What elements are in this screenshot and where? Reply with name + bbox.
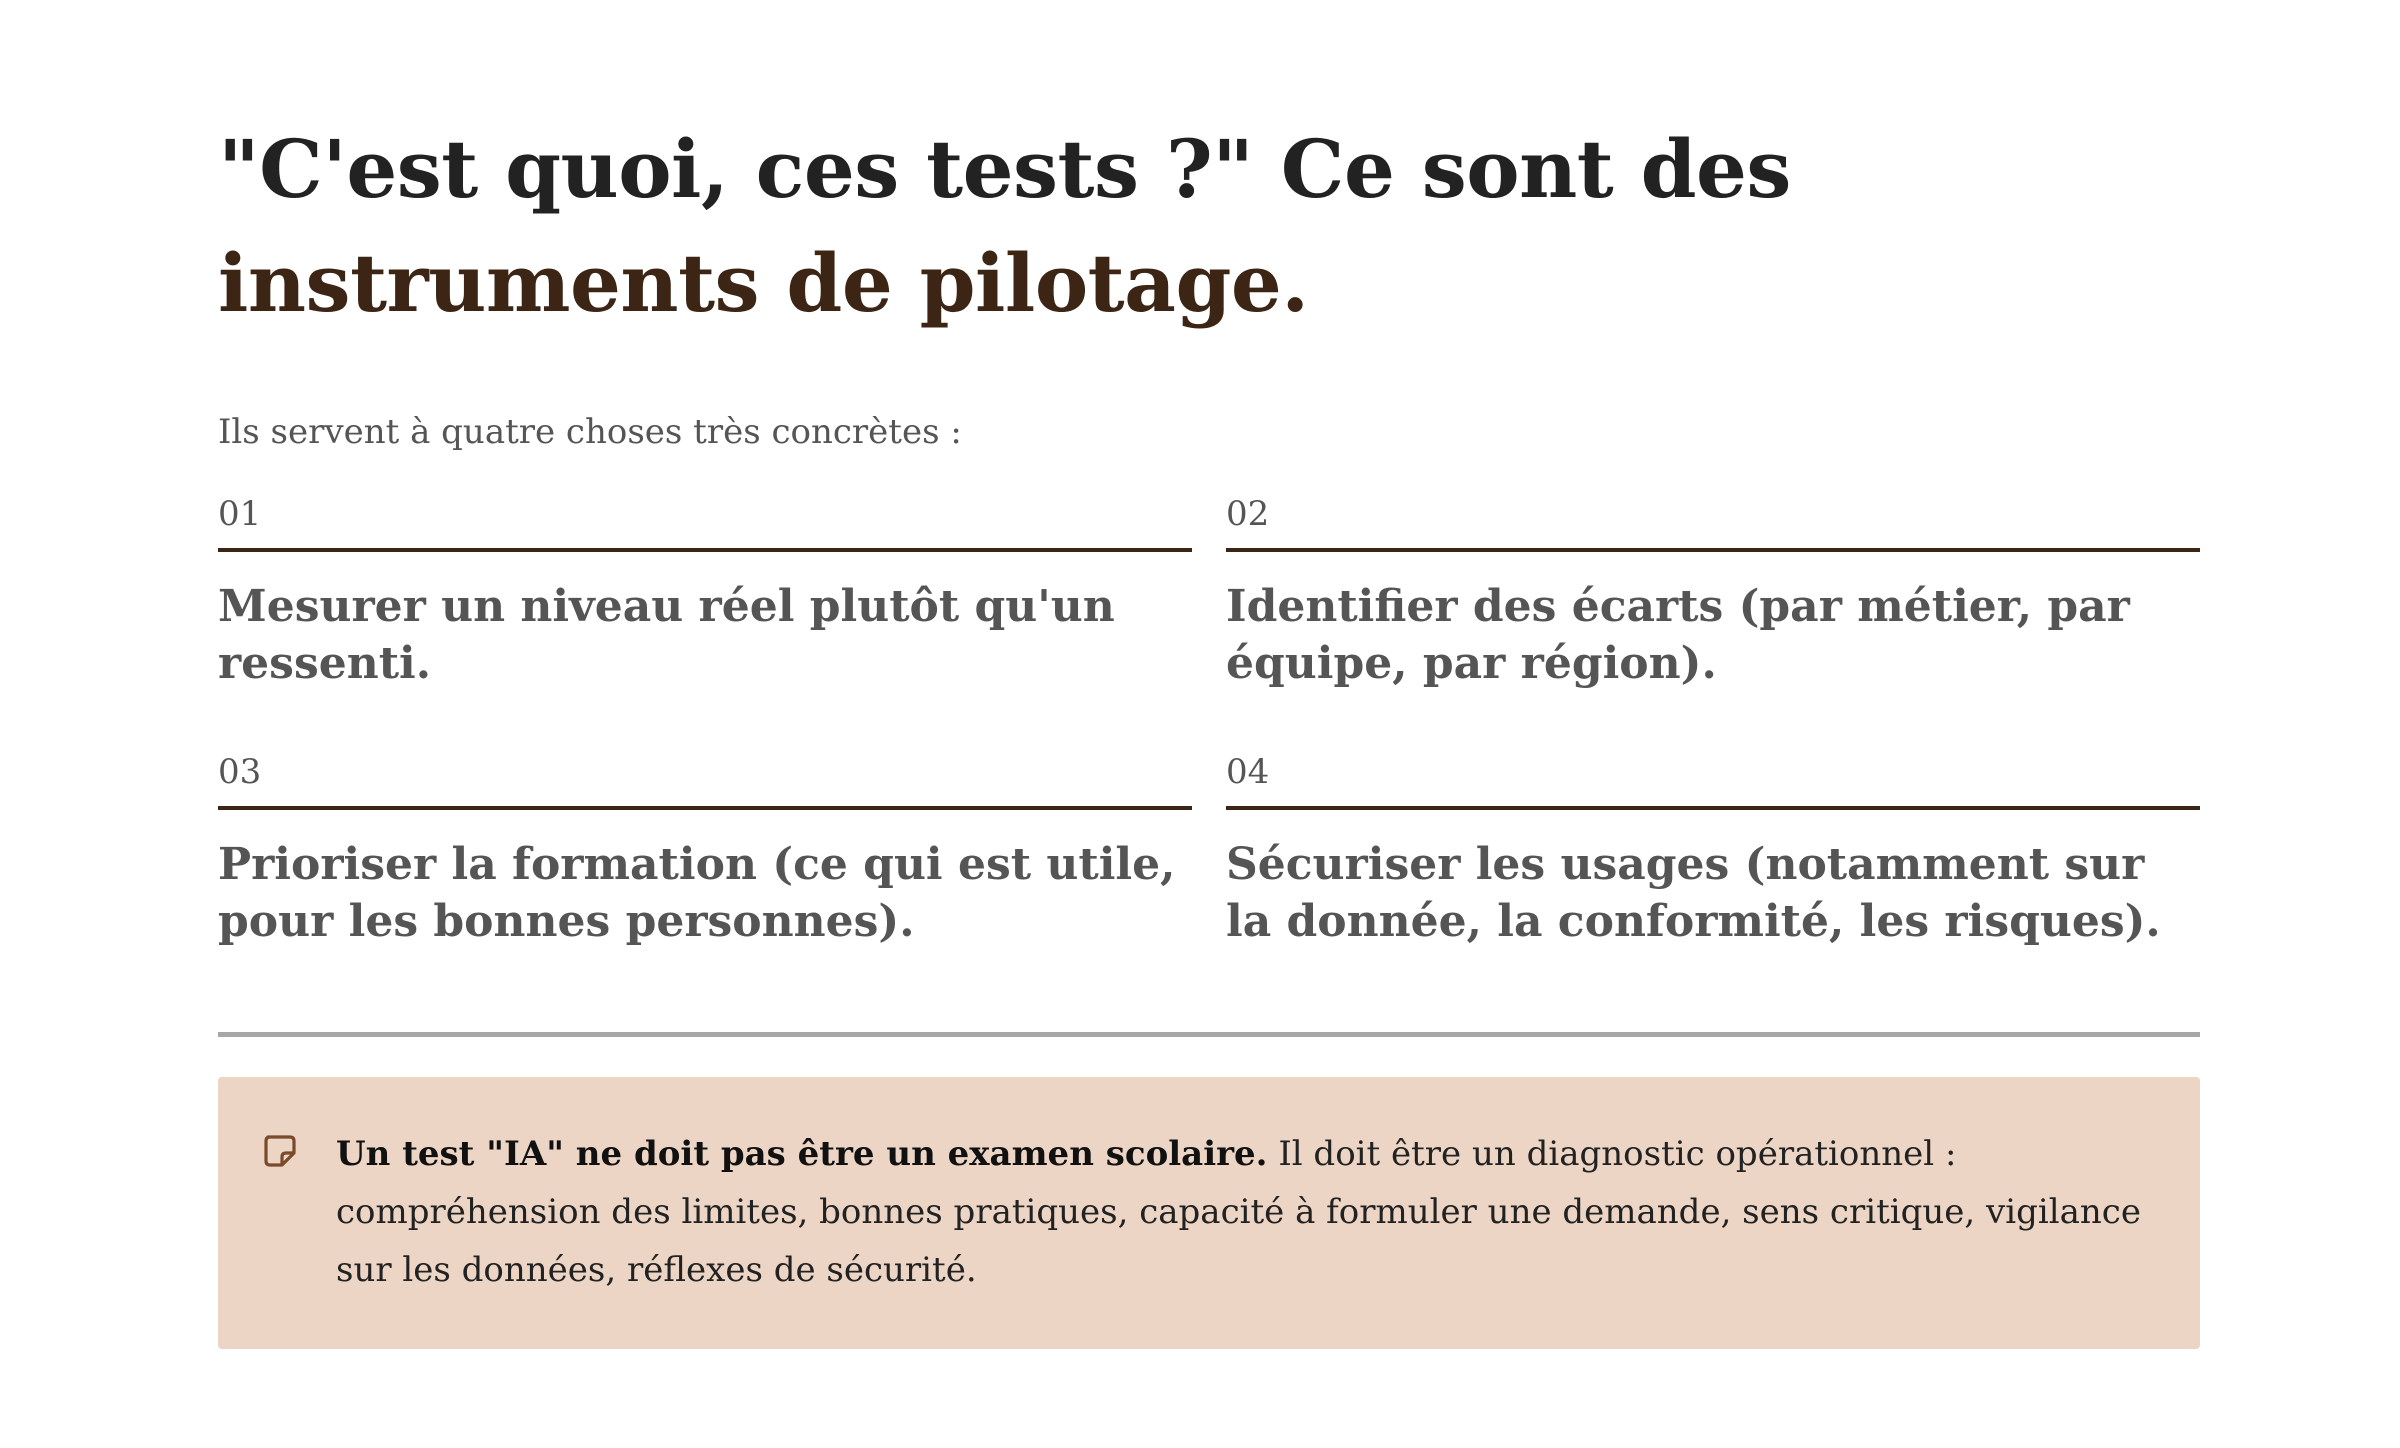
item-text: Sécuriser les usages (notamment sur la donnée, la conformité, les risques). [1226,839,2161,947]
item-card-4 [1226,752,2200,950]
item-number: 01 [218,494,1192,552]
intro-text: Ils servent à quatre choses très concrètes : [218,412,962,452]
item-number: 03 [218,752,1192,810]
item-card-3 [218,752,1192,950]
item-text: Identifier des écarts (par métier, par équipe, par région). [1226,581,2130,689]
item-card-2 [1226,494,2200,692]
page-title [218,112,2200,340]
callout-box [218,1077,2200,1349]
item-card-1 [218,494,1192,692]
section-divider [218,1032,2200,1037]
title-line-1: "C'est quoi, ces tests ?" Ce sont des [218,122,1791,216]
content-section [218,112,2200,1349]
callout-body: Il doit être un diagnostic opérationnel : compréhension des limites, bonnes pratiques, capacité à formuler une demande, sens critique, vigilance sur les données, réflexes de sécurité. [336,1134,2141,1290]
note-icon [262,1133,298,1169]
item-text: Mesurer un niveau réel plutôt qu'un ressenti. [218,581,1115,689]
callout-bold: Un test "IA" ne doit pas être un examen scolaire. [336,1134,1268,1174]
items-grid [218,494,2200,950]
item-number: 02 [1226,494,2200,552]
item-text: Prioriser la formation (ce qui est utile, pour les bonnes personnes). [218,839,1176,947]
title-line-2: instruments de pilotage. [218,236,1309,330]
item-number: 04 [1226,752,2200,810]
callout-text [336,1125,2144,1299]
